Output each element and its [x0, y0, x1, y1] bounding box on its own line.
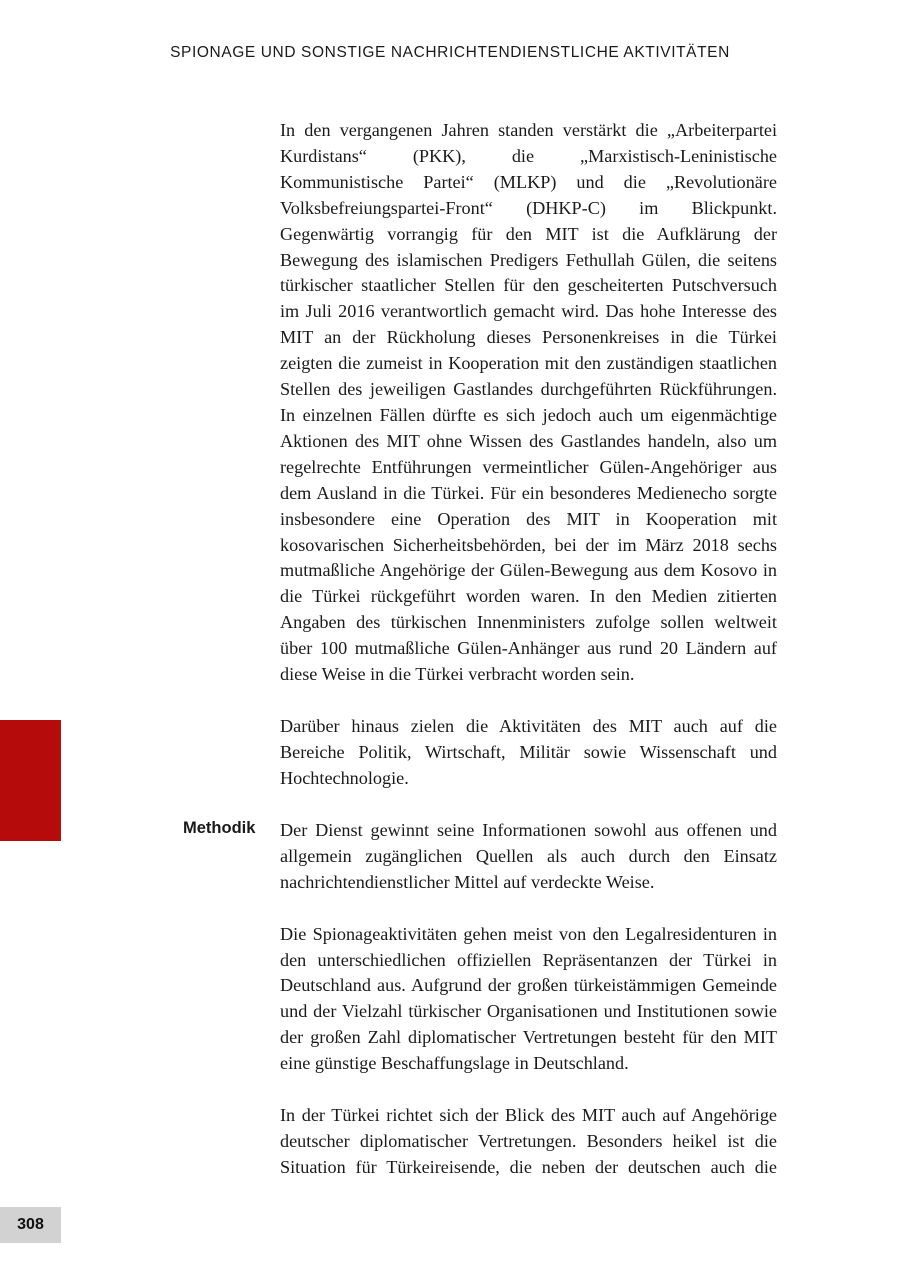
paragraph: Die Spionageaktivitäten gehen meist von den Legalresidenturen in den unterschiedlichen offiziellen Repräsentanzen der Türkei in Deutschland aus. Aufgrund der großen türkeistämmigen Gemeinde und der Vielzahl türkischer Organisationen und Institutionen sowie der großen Zahl diplomatischer Vertretungen besteht für den MIT eine günstige Beschaffungslage in Deutschland.: [280, 923, 777, 1074]
running-header: SPIONAGE UND SONSTIGE NACHRICHTENDIENSTLICHE AKTIVITÄTEN: [170, 44, 730, 61]
paragraph: Der Dienst gewinnt seine Informationen sowohl aus offenen und allgemein zugänglichen Quellen als auch durch den Einsatz nachrichtendienstlicher Mittel auf verdeckte Weise.: [280, 820, 777, 892]
page-number: 308: [0, 1207, 61, 1243]
paragraph: In den vergangenen Jahren standen verstärkt die „Arbeiterpartei Kurdistans“ (PKK), die „Marxistisch-Leninistische Kommunistische Partei“ (MLKP) und die „Revolutionäre Volksbefreiungspartei-Front“ (DHKP-C) im Blickpunkt. Gegenwärtig vorrangig für den MIT ist die Aufklärung der Bewegung des islamischen Predigers Fethullah Gülen, die seitens türkischer staatlicher Stellen für den gescheiterten Putschversuch im Juli 2016 verantwortlich gemacht wird. Das hohe Interesse des MIT an der Rückholung dieses Personenkreises in die Türkei zeigten die zumeist in Kooperation mit den zuständigen staatlichen Stellen des jeweiligen Gastlandes durchgeführten Rückführungen. In einzelnen Fällen dürfte es sich jedoch auch um eigenmächtige Aktionen des MIT ohne Wissen des Gastlandes handeln, also um regelrechte Entführungen vermeintlicher Gülen-Angehöriger aus dem Ausland in die Türkei. Für ein besonderes Medienecho sorgte insbesondere eine Operation des MIT in Kooperation mit kosovarischen Sicherheitsbehörden, bei der im März 2018 sechs mutmaßliche Angehörige der Gülen-Bewegung aus dem Kosovo in die Türkei rückgeführt worden waren. In den Medien zitierten Angaben des türkischen Innenministers zufolge sollen weltweit über 100 mutmaßliche Gülen-Anhänger aus rund 20 Ländern auf diese Weise in die Türkei verbracht worden sein.: [280, 120, 777, 685]
section-methodik: [280, 818, 777, 1181]
section-intro: [280, 118, 777, 792]
chapter-marker-tab: [0, 720, 61, 841]
margin-heading-methodik: Methodik: [183, 819, 256, 837]
paragraph: In der Türkei richtet sich der Blick des MIT auch auf Angehörige deutscher diplomatischer Vertretungen. Besonders heikel ist die Situation für Türkeireisende, die neben der deutschen auch die: [280, 1104, 777, 1177]
paragraph: Darüber hinaus zielen die Aktivitäten des MIT auch auf die Bereiche Politik, Wirtschaft, Militär sowie Wissenschaft und Hochtechnologie.: [280, 715, 777, 788]
